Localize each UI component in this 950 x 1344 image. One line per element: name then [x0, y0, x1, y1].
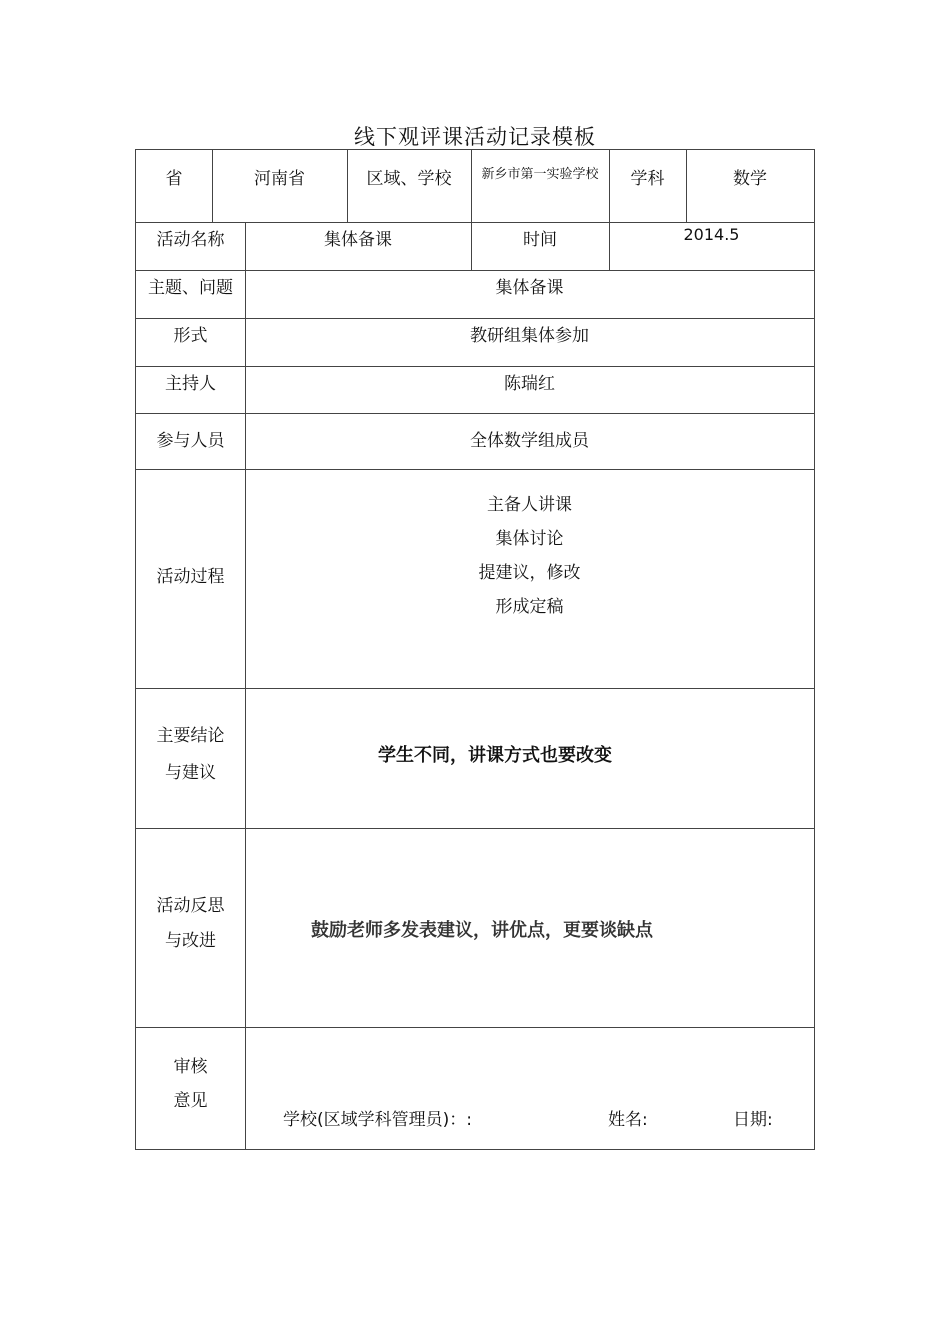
- reflection-label-line: 活动反思: [156, 896, 225, 916]
- review-school-admin: 学校(区域学科管理员)：:: [283, 1110, 472, 1130]
- form-value: 教研组集体参加: [470, 326, 589, 346]
- host-label: 主持人: [165, 374, 216, 394]
- process-step: 集体讨论: [495, 529, 564, 549]
- form-label: 形式: [173, 326, 208, 346]
- row-divider: [136, 413, 814, 414]
- record-table: [135, 149, 815, 1150]
- time-label: 时间: [523, 230, 557, 250]
- reflection-label-line: 与改进: [165, 931, 216, 951]
- row-divider: [136, 366, 814, 367]
- participants-value: 全体数学组成员: [470, 431, 589, 451]
- activity-name-value: 集体备课: [324, 230, 392, 250]
- row-divider: [136, 1027, 814, 1028]
- topic-value: 集体备课: [495, 278, 564, 298]
- review-label-line: 意见: [173, 1091, 208, 1111]
- province-label: 省: [165, 169, 183, 189]
- school-value: 新乡市第一实验学校: [481, 167, 599, 182]
- participants-label: 参与人员: [156, 431, 225, 451]
- school-label: 区域、学校: [366, 169, 452, 189]
- reflection-label: [136, 889, 245, 959]
- col-divider: [471, 150, 472, 270]
- row-divider: [136, 270, 814, 271]
- conclusion-label-line: 主要结论: [156, 726, 225, 746]
- row-divider: [136, 222, 814, 223]
- page-title: 线下观评课活动记录模板: [354, 125, 596, 149]
- time-value: 2014.5: [683, 225, 740, 244]
- host-value: 陈瑞红: [504, 374, 555, 394]
- province-value: 河南省: [254, 169, 305, 189]
- subject-value: 数学: [733, 169, 767, 189]
- row-divider: [136, 318, 814, 319]
- review-name: 姓名:: [608, 1110, 648, 1130]
- process-step: 形成定稿: [495, 597, 564, 617]
- reflection-value: 鼓励老师多发表建议，讲优点，更要谈缺点: [311, 920, 653, 941]
- conclusion-label-line: 与建议: [165, 763, 216, 783]
- process-step: 提建议，修改: [478, 563, 581, 583]
- review-label: [136, 1050, 245, 1118]
- activity-name-label: 活动名称: [156, 230, 225, 250]
- review-date: 日期:: [733, 1110, 773, 1130]
- process-step: 主备人讲课: [487, 495, 572, 515]
- review-label-line: 审核: [173, 1057, 208, 1077]
- row-divider: [136, 469, 814, 470]
- process-label: 活动过程: [156, 567, 225, 587]
- conclusion-value: 学生不同，讲课方式也要改变: [378, 745, 612, 766]
- row-divider: [136, 688, 814, 689]
- subject-label: 学科: [630, 169, 665, 189]
- row-divider: [136, 828, 814, 829]
- conclusion-label: [136, 718, 245, 792]
- topic-label: 主题、问题: [148, 278, 233, 298]
- process-steps: [245, 488, 814, 624]
- col-divider: [245, 222, 246, 1150]
